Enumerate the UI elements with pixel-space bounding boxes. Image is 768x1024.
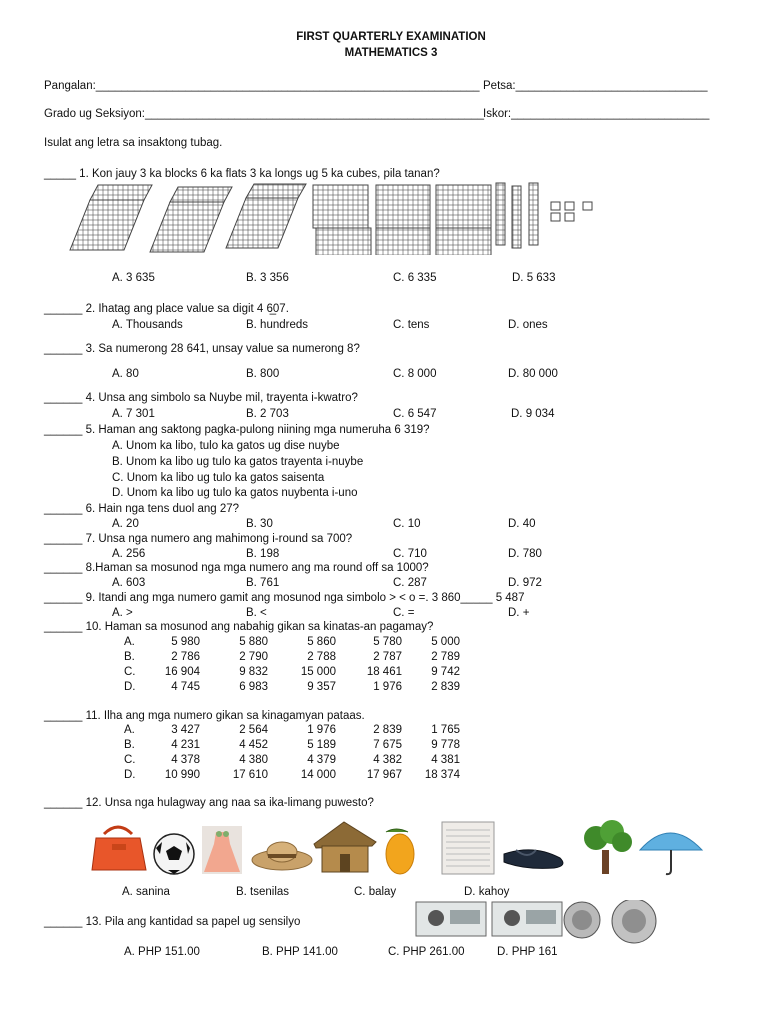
- q13-money: [414, 900, 664, 944]
- exam-subject: MATHEMATICS 3: [344, 47, 438, 59]
- name-field[interactable]: Pangalan:____________________________________________________________: [44, 80, 480, 92]
- question-6: ______ 6. Hain nga tens duol ang 27?: [44, 503, 240, 515]
- q11-option-value: 1 976: [307, 724, 336, 736]
- q10-option-value: 2 788: [307, 651, 336, 663]
- q11-option-value: 2 839: [373, 724, 402, 736]
- q5-option-a[interactable]: A. Unom ka libo, tulo ka gatos ug dise nuybe: [112, 440, 340, 452]
- q11-option-value: 4 379: [307, 754, 336, 766]
- cube-icon: [565, 202, 574, 210]
- q11-option-value: 4 380: [239, 754, 268, 766]
- q1-option-a[interactable]: A. 3 635: [112, 272, 155, 284]
- q7-option-b[interactable]: B. 198: [246, 548, 280, 560]
- q11-option-value: 7 675: [373, 739, 402, 751]
- q11-option-value: 3 427: [171, 724, 200, 736]
- q11-option-value: 4 231: [171, 739, 200, 751]
- q7-option-d[interactable]: D. 780: [508, 548, 542, 560]
- flat-icon: [376, 228, 430, 255]
- q10-option-value: 2 786: [171, 651, 200, 663]
- q11-option-value: 18 374: [424, 769, 460, 781]
- question-2: ______ 2. Ihatag ang place value sa digit 4 6̲07.: [44, 303, 289, 315]
- q11-option-value: 17 967: [366, 769, 402, 781]
- q9-option-a[interactable]: A. >: [112, 607, 133, 619]
- base-ten-blocks-figure: [68, 180, 608, 255]
- flat-icon: [436, 228, 491, 255]
- cube-icon: [583, 202, 592, 210]
- q10-option-letter[interactable]: C.: [124, 666, 136, 678]
- cube-icon: [565, 213, 574, 221]
- bag-icon: [92, 827, 146, 870]
- q6-option-a[interactable]: A. 20: [112, 518, 139, 530]
- hat-icon: [252, 842, 312, 870]
- q10-option-value: 2 789: [431, 651, 460, 663]
- q4-option-b[interactable]: B. 2 703: [246, 408, 289, 420]
- q11-option-letter[interactable]: A.: [124, 724, 135, 736]
- long-icon: [529, 183, 538, 245]
- q13-option-c[interactable]: C. PHP 261.00: [388, 946, 465, 958]
- q11-option-value: 5 189: [307, 739, 336, 751]
- umbrella-icon: [640, 833, 702, 874]
- question-7: ______ 7. Unsa nga numero ang mahimong i-round sa 700?: [44, 533, 353, 545]
- question-5: ______ 5. Haman ang saktong pagka-pulong niining mga numeruha 6 319?: [44, 424, 430, 436]
- flat-icon: [316, 228, 371, 255]
- q10-option-letter[interactable]: D.: [124, 681, 136, 693]
- q1-option-d[interactable]: D. 5 633: [512, 272, 556, 284]
- q8-option-c[interactable]: C. 287: [393, 577, 427, 589]
- q1-option-c[interactable]: C. 6 335: [393, 272, 437, 284]
- banknote-icon: [492, 902, 562, 936]
- flat-icon: [376, 185, 430, 228]
- q10-option-value: 18 461: [366, 666, 402, 678]
- block-icon: [70, 185, 152, 250]
- q3-option-d[interactable]: D. 80 000: [508, 368, 558, 380]
- q2-option-d[interactable]: D. ones: [508, 319, 548, 331]
- question-4: ______ 4. Unsa ang simbolo sa Nuybe mil, trayenta i-kwatro?: [44, 392, 358, 404]
- q10-option-letter[interactable]: B.: [124, 651, 135, 663]
- question-1: _____ 1. Kon jauy 3 ka blocks 6 ka flats 3 ka longs ug 5 ka cubes, pila tanan?: [44, 168, 440, 180]
- q10-option-value: 2 790: [239, 651, 268, 663]
- slipper-icon: [504, 850, 563, 869]
- block-icon: [226, 184, 306, 248]
- q11-option-value: 17 610: [232, 769, 268, 781]
- instruction-text: Isulat ang letra sa insaktong tubag.: [44, 137, 223, 149]
- q3-option-a[interactable]: A. 80: [112, 368, 139, 380]
- q12-option-c[interactable]: C. balay: [354, 886, 397, 898]
- q12-pictures: [90, 820, 710, 878]
- soccer-ball-icon: [154, 834, 194, 874]
- q10-option-value: 5 880: [239, 636, 268, 648]
- banknote-icon: [416, 902, 486, 936]
- long-icon: [496, 183, 505, 245]
- hut-icon: [314, 822, 376, 872]
- q8-option-d[interactable]: D. 972: [508, 577, 542, 589]
- question-8: ______ 8.Haman sa mosunod nga mga numero ang ma round off sa 1000?: [44, 562, 429, 574]
- q11-option-letter[interactable]: C.: [124, 754, 136, 766]
- paper-icon: [442, 822, 494, 874]
- q7-option-a[interactable]: A. 256: [112, 548, 146, 560]
- q12-option-d[interactable]: D. kahoy: [464, 886, 510, 898]
- q10-option-value: 5 980: [171, 636, 200, 648]
- q10-option-value: 2 787: [373, 651, 402, 663]
- q2-option-c[interactable]: C. tens: [393, 319, 430, 331]
- long-icon: [512, 186, 521, 248]
- q10-option-value: 4 745: [171, 681, 200, 693]
- q10-option-value: 6 983: [239, 681, 268, 693]
- q11-option-value: 2 564: [239, 724, 268, 736]
- q11-option-letter[interactable]: B.: [124, 739, 135, 751]
- q10-option-value: 9 742: [431, 666, 460, 678]
- exam-title: FIRST QUARTERLY EXAMINATION: [296, 31, 486, 43]
- q5-option-d[interactable]: D. Unom ka libo ug tulo ka gatos nuybenta i-uno: [112, 487, 358, 499]
- grade-section-field[interactable]: Grado ug Seksiyon:_____________________________________________________: [44, 108, 484, 120]
- question-13: ______ 13. Pila ang kantidad sa papel ug sensilyo: [44, 916, 301, 928]
- q9-option-b[interactable]: B. <: [246, 607, 267, 619]
- q11-option-value: 14 000: [300, 769, 336, 781]
- q5-option-c[interactable]: C. Unom ka libo ug tulo ka gatos saisenta: [112, 472, 325, 484]
- q11-option-value: 4 378: [171, 754, 200, 766]
- question-3: ______ 3. Sa numerong 28 641, unsay value sa numerong 8?: [44, 343, 360, 355]
- question-9: ______ 9. Itandi ang mga numero gamit ang mosunod nga simbolo > < o =. 3 860_____ 5 487: [44, 592, 525, 604]
- tree-icon: [584, 820, 632, 874]
- coin-icon: [612, 900, 656, 943]
- q6-option-d[interactable]: D. 40: [508, 518, 536, 530]
- q13-option-a[interactable]: A. PHP 151.00: [124, 946, 200, 958]
- mango-icon: [386, 829, 414, 874]
- cube-icon: [551, 202, 560, 210]
- q1-option-b[interactable]: B. 3 356: [246, 272, 289, 284]
- coin-icon: [564, 902, 600, 938]
- question-11: ______ 11. Ilha ang mga numero gikan sa kinagamyan pataas.: [44, 710, 365, 722]
- q3-option-b[interactable]: B. 800: [246, 368, 280, 380]
- q6-option-b[interactable]: B. 30: [246, 518, 273, 530]
- q10-option-value: 5 000: [431, 636, 460, 648]
- q11-option-value: 4 382: [373, 754, 402, 766]
- q8-option-b[interactable]: B. 761: [246, 577, 280, 589]
- q13-option-b[interactable]: B. PHP 141.00: [262, 946, 338, 958]
- q7-option-c[interactable]: C. 710: [393, 548, 427, 560]
- q12-option-b[interactable]: B. tsenilas: [236, 886, 290, 898]
- q11-option-letter[interactable]: D.: [124, 769, 136, 781]
- q4-option-a[interactable]: A. 7 301: [112, 408, 155, 420]
- q5-option-b[interactable]: B. Unom ka libo ug tulo ka gatos trayenta i-nuybe: [112, 456, 364, 468]
- cube-icon: [551, 213, 560, 221]
- q12-option-a[interactable]: A. sanina: [122, 886, 170, 898]
- q10-option-value: 5 780: [373, 636, 402, 648]
- date-field[interactable]: Petsa:______________________________: [483, 80, 708, 92]
- q10-option-value: 2 839: [431, 681, 460, 693]
- dress-icon: [202, 826, 242, 874]
- q2-option-b[interactable]: B. hundreds: [246, 319, 309, 331]
- q11-option-value: 1 765: [431, 724, 460, 736]
- q9-option-d[interactable]: D. +: [508, 607, 530, 619]
- q3-option-c[interactable]: C. 8 000: [393, 368, 437, 380]
- score-field[interactable]: Iskor:_______________________________: [483, 108, 710, 120]
- block-icon: [150, 187, 232, 252]
- q10-option-value: 15 000: [300, 666, 336, 678]
- q10-option-value: 1 976: [373, 681, 402, 693]
- q11-option-value: 10 990: [164, 769, 200, 781]
- flat-icon: [313, 185, 368, 228]
- q10-option-letter[interactable]: A.: [124, 636, 135, 648]
- q10-option-value: 9 357: [307, 681, 336, 693]
- q11-option-value: 9 778: [431, 739, 460, 751]
- q13-option-d[interactable]: D. PHP 161: [497, 946, 558, 958]
- q11-option-value: 4 381: [431, 754, 460, 766]
- q9-option-c[interactable]: C. =: [393, 607, 415, 619]
- q2-option-a[interactable]: A. Thousands: [112, 319, 183, 331]
- q8-option-a[interactable]: A. 603: [112, 577, 146, 589]
- q10-option-value: 5 860: [307, 636, 336, 648]
- q11-option-value: 4 452: [239, 739, 268, 751]
- q10-option-value: 9 832: [239, 666, 268, 678]
- q6-option-c[interactable]: C. 10: [393, 518, 421, 530]
- q4-option-c[interactable]: C. 6 547: [393, 408, 437, 420]
- question-10: ______ 10. Haman sa mosunod ang nabahig gikan sa kinatas-an pagamay?: [44, 621, 434, 633]
- q10-option-value: 16 904: [164, 666, 200, 678]
- question-12: ______ 12. Unsa nga hulagway ang naa sa ika-limang puwesto?: [44, 797, 374, 809]
- q4-option-d[interactable]: D. 9 034: [511, 408, 555, 420]
- flat-icon: [436, 185, 491, 228]
